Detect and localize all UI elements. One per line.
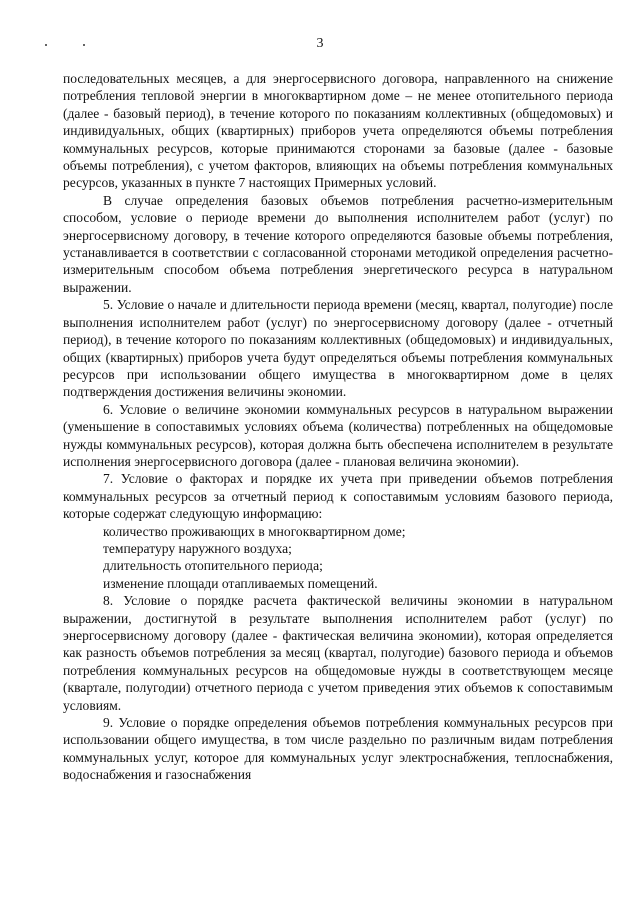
paragraph-item-5: 5. Условие о начале и длительности периода времени (месяц, квартал, полугодие) после выполнения исполнителем работ (услуг) по энергосервисному договору (далее - отчетный период), в течение которого по показаниям коллективных (общедомовых) и индивидуальных, общих (квартирных) приборов учета будут определяться объемы потребления коммунальных ресурсов при использовании общего имущества в многоквартирном доме в целях подтверждения достижения величины экономии.: [63, 297, 613, 400]
factor-list-item: длительность отопительного периода;: [103, 558, 323, 574]
factor-list-item: количество проживающих в многоквартирном доме;: [103, 523, 406, 539]
factor-list-item: изменение площади отапливаемых помещений.: [103, 575, 378, 591]
paragraph-continuation: последовательных месяцев, а для энергосервисного договора, направленного на снижение потребления тепловой энергии в многоквартирном доме – не менее отопительного периода (далее - базовый период), в течение которого по показаниям коллективных (общедомовых) и индивидуальных, общих (квартирных) приборов учета определяются объемы потребления коммунальных ресурсов, которые принимаются сторонами за базовые (далее - базовые объемы потребления), с учетом факторов, влияющих на объемы потребления коммунальных ресурсов, указанных в пункте 7 настоящих Примерных условий.: [63, 71, 613, 191]
body-text: [63, 70, 613, 784]
paragraph-calculation-method: В случае определения базовых объемов потребления расчетно-измерительным способом, условие о периоде времени до выполнения исполнителем работ (услуг) по энергосервисному договору, в течение которого определяются базовые объемы потребления, устанавливается в соответствии с согласованной сторонами методикой определения расчетно-измерительным способом объема потребления энергетического ресурса в натуральном выражении.: [63, 192, 613, 295]
factor-list-item: температуру наружного воздуха;: [103, 540, 292, 556]
paragraph-item-7: 7. Условие о факторах и порядке их учета при приведении объемов потребления коммунальных ресурсов за отчетный период к сопоставимым условиям базового периода, которые содержат следующую информацию:: [63, 471, 613, 522]
page-number: 3: [316, 36, 324, 51]
paragraph-item-6: 6. Условие о величине экономии коммунальных ресурсов в натуральном выражении (уменьшение в сопоставимых условиях объема (количества) потребленных на общедомовые нужды коммунальных ресурсов), которая должна быть обеспечена исполнителем в результате исполнения энергосервисного договора (далее - плановая величина экономии).: [63, 401, 613, 469]
paragraph-item-8: 8. Условие о порядке расчета фактической величины экономии в натуральном выражении, достигнутой в результате выполнения исполнителем работ (услуг) по энергосервисному договору (далее - фактическая величина экономии), которая определяется как разность объемов потребления за месяц (квартал, полугодие) базового периода и объемов потребления коммунальных ресурсов на общедомовые нужды в соответствующем месяце (квартале, полугодии) отчетного периода с учетом приведения этих объемов к сопоставимым условиям.: [63, 593, 613, 713]
paragraph-item-9: 9. Условие о порядке определения объемов потребления коммунальных ресурсов при использовании общего имущества, в том числе раздельно по различным видам потребления коммунальных услуг, которое для коммунальных услуг электроснабжения, теплоснабжения, водоснабжения и газоснабжения: [63, 715, 613, 783]
